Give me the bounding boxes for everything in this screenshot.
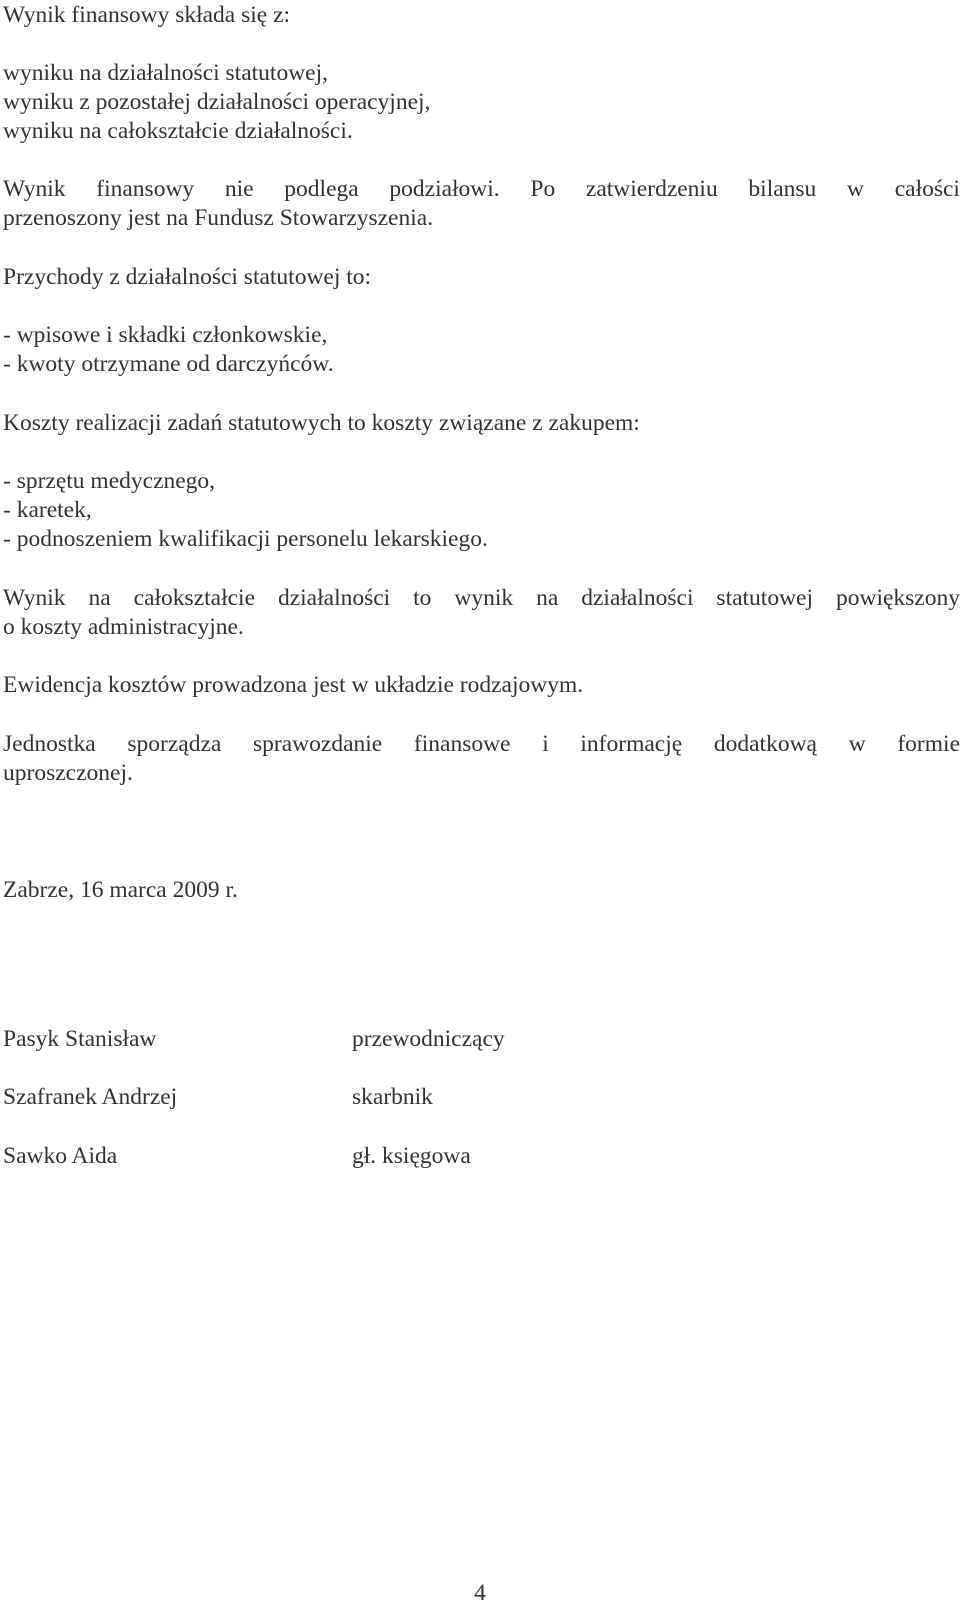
paragraph-financial-statement-line2: uproszczonej. <box>3 760 133 786</box>
place-date: Zabrze, 16 marca 2009 r. <box>3 877 238 903</box>
signatory-name: Szafranek Andrzej <box>3 1084 178 1110</box>
word: dodatkową <box>713 731 817 757</box>
signatory-role: gł. księgowa <box>352 1143 471 1169</box>
word: informację <box>580 731 683 757</box>
paragraph-profit-division-line1 <box>3 174 960 204</box>
revenue-item: - wpisowe i składki członkowskie, <box>3 322 328 348</box>
word: na <box>88 585 111 611</box>
costs-heading: Koszty realizacji zadań statutowych to koszty związane z zakupem: <box>3 410 640 436</box>
word: sprawozdanie <box>253 731 383 757</box>
intro-text: Wynik finansowy składa się z: <box>3 2 291 28</box>
word: statutowej <box>716 585 814 611</box>
signatory-name: Sawko Aida <box>3 1143 118 1169</box>
word: Wynik <box>3 176 66 202</box>
word: Wynik <box>3 585 66 611</box>
component-item: wyniku na działalności statutowej, <box>3 60 329 86</box>
word: całokształcie <box>133 585 256 611</box>
word: powiększony <box>835 585 960 611</box>
word: to <box>413 585 432 611</box>
component-item: wyniku na całokształcie działalności. <box>3 118 353 144</box>
word: bilansu <box>748 176 817 202</box>
costs-item: - sprzętu medycznego, <box>3 468 216 494</box>
page-number: 4 <box>474 1580 486 1606</box>
word: finansowy <box>96 176 195 202</box>
costs-item: - karetek, <box>3 497 92 523</box>
signatory-role: przewodniczący <box>352 1026 505 1052</box>
word: finansowe <box>413 731 511 757</box>
costs-item: - podnoszeniem kwalifikacji personelu lekarskiego. <box>3 526 488 552</box>
word: całości <box>894 176 960 202</box>
word: Po <box>530 176 556 202</box>
word: działalności <box>581 585 694 611</box>
paragraph-financial-statement-line1 <box>3 729 960 759</box>
word: na <box>536 585 559 611</box>
word: działalności <box>277 585 391 611</box>
word: i <box>542 731 549 757</box>
paragraph-profit-division-line2: przenoszony jest na Fundusz Stowarzyszenia. <box>3 205 434 231</box>
word: sporządza <box>127 731 222 757</box>
word: wynik <box>454 585 514 611</box>
word: podlega <box>284 176 359 202</box>
paragraph-total-result-line2: o koszty administracyjne. <box>3 614 244 640</box>
word: podziałowi. <box>389 176 500 202</box>
word: formie <box>897 731 960 757</box>
word: w <box>848 731 866 757</box>
component-item: wyniku z pozostałej działalności operacyjnej, <box>3 89 431 115</box>
word: Jednostka <box>3 731 96 757</box>
revenue-heading: Przychody z działalności statutowej to: <box>3 264 372 290</box>
word: nie <box>224 176 254 202</box>
signatory-role: skarbnik <box>352 1084 433 1110</box>
paragraph-cost-records: Ewidencja kosztów prowadzona jest w układzie rodzajowym. <box>3 672 584 698</box>
paragraph-total-result-line1 <box>3 583 960 613</box>
revenue-item: - kwoty otrzymane od darczyńców. <box>3 351 334 377</box>
word: w <box>847 176 864 202</box>
word: zatwierdzeniu <box>585 176 718 202</box>
signatory-name: Pasyk Stanisław <box>3 1026 157 1052</box>
